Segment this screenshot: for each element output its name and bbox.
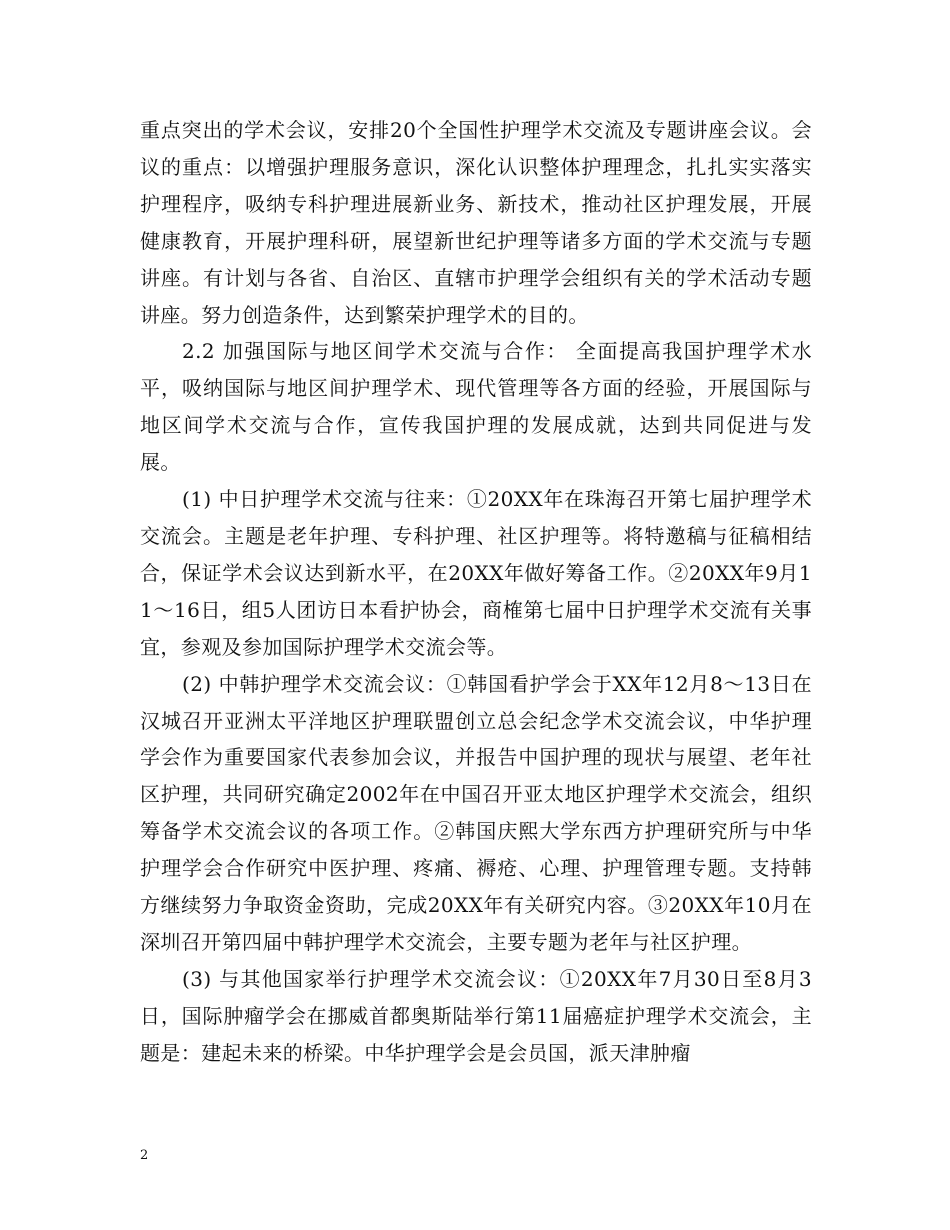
- paragraph-3: (1) 中日护理学术交流与往来：①20XX年在珠海召开第七届护理学术交流会。主题是老年护理、专科护理、社区护理等。将特邀稿与征稿相结合，保证学术会议达到新水平，在20XX年做好筹备工作。②20XX年9月11～16日，组5人团访日本看护协会，商榷第七届中日护理学术交流有关事宜，参观及参加国际护理学术交流会等。: [140, 487, 812, 659]
- paragraph-4: (2) 中韩护理学术交流会议：①韩国看护学会于XX年12月8～13日在汉城召开亚洲太平洋地区护理联盟创立总会纪念学术交流会议，中华护理学会作为重要国家代表参加会议，并报告中国护理的现状与展望、老年社区护理，共同研究确定2002年在中国召开亚太地区护理学术交流会，组织筹备学术交流会议的各项工作。②韩国庆熙大学东西方护理研究所与中华护理学会合作研究中医护理、疼痛、褥疮、心理、护理管理专题。支持韩方继续努力争取资金资助，完成20XX年有关研究内容。③20XX年10月在深圳召开第四届中韩护理学术交流会，主要专题为老年与社区护理。: [140, 671, 812, 954]
- page-number: 2: [140, 1148, 149, 1163]
- body-text: [140, 112, 812, 1072]
- paragraph-2: 2.2 加强国际与地区间学术交流与合作： 全面提高我国护理学术水平，吸纳国际与地区间护理学术、现代管理等各方面的经验，开展国际与地区间学术交流与合作，宣传我国护理的发展成就，达到共同促进与发展。: [140, 339, 812, 475]
- paragraph-1: 重点突出的学术会议，安排20个全国性护理学术交流及专题讲座会议。会议的重点：以增强护理服务意识，深化认识整体护理理念，扎扎实实落实护理程序，吸纳专科护理进展新业务、新技术，推动社区护理发展，开展健康教育，开展护理科研，展望新世纪护理等诸多方面的学术交流与专题讲座。有计划与各省、自治区、直辖市护理学会组织有关的学术活动专题讲座。努力创造条件，达到繁荣护理学术的目的。: [140, 118, 812, 327]
- paragraph-5: (3) 与其他国家举行护理学术交流会议：①20XX年7月30日至8月3日，国际肿瘤学会在挪威首都奥斯陆举行第11届癌症护理学术交流会，主题是：建起未来的桥梁。中华护理学会是会员国，派天津肿瘤: [140, 966, 812, 1065]
